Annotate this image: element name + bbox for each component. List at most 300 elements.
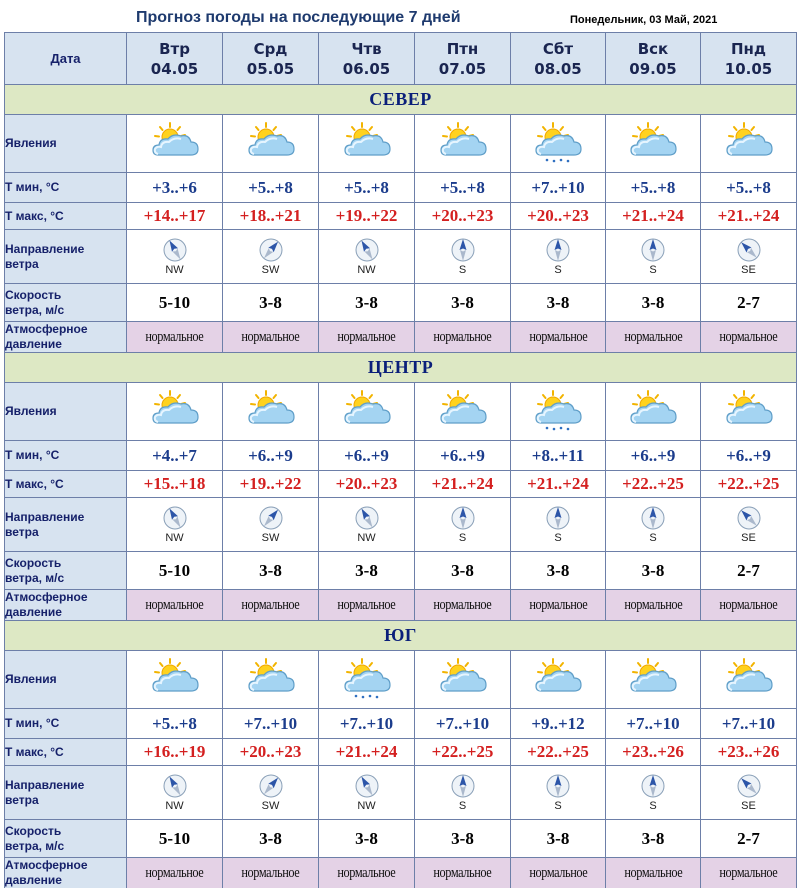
pressure-cell bbox=[415, 322, 511, 353]
wind-direction-label: SE bbox=[741, 800, 756, 812]
row-label-line: ветра, м/с bbox=[5, 838, 65, 853]
compass-arrow-icon bbox=[545, 505, 571, 531]
pressure-row bbox=[5, 858, 797, 888]
wind-direction-label: SE bbox=[741, 532, 756, 544]
wind-direction-label: S bbox=[458, 532, 467, 544]
pressure-value: нормальное bbox=[241, 328, 300, 345]
tmax-value: +20..+23 bbox=[511, 203, 606, 230]
tmin-value: +5..+8 bbox=[415, 173, 511, 203]
tmax-value: +21..+24 bbox=[701, 203, 797, 230]
tmin-value: +3..+6 bbox=[127, 173, 223, 203]
pressure-value: нормальное bbox=[719, 864, 778, 881]
wind-speed-row bbox=[5, 820, 797, 858]
row-label-tmin: Т мин, °С bbox=[5, 441, 127, 471]
wind-speed-value: 2-7 bbox=[701, 284, 797, 322]
pressure-row bbox=[5, 590, 797, 621]
tmax-value: +18..+21 bbox=[223, 203, 319, 230]
tmax-value: +20..+23 bbox=[223, 739, 319, 766]
tmin-value: +9..+12 bbox=[511, 709, 606, 739]
row-label-tmax: Т макс, °С bbox=[5, 739, 127, 766]
compass-arrow-icon bbox=[162, 505, 188, 531]
partly-cloudy-icon bbox=[223, 389, 318, 435]
wind-direction bbox=[511, 237, 605, 276]
wind-speed-value: 3-8 bbox=[606, 552, 701, 590]
pressure-cell bbox=[319, 858, 415, 888]
partly-cloudy-rain-icon bbox=[319, 657, 414, 703]
pressure-cell bbox=[701, 590, 797, 621]
pressure-cell bbox=[511, 590, 606, 621]
row-label-line: давление bbox=[5, 873, 62, 887]
phenomena-cell bbox=[319, 115, 415, 173]
day-header bbox=[606, 33, 701, 85]
pressure-value: нормальное bbox=[337, 328, 396, 345]
wind-speed-value: 5-10 bbox=[127, 284, 223, 322]
day-date: 04.05 bbox=[150, 59, 199, 78]
compass-arrow-icon bbox=[450, 505, 476, 531]
region-title: СЕВЕР bbox=[5, 85, 797, 115]
day-header bbox=[701, 33, 797, 85]
pressure-cell bbox=[319, 322, 415, 353]
tmax-row bbox=[5, 203, 797, 230]
row-label-line: Скорость bbox=[5, 287, 62, 302]
row-label-line: Скорость bbox=[5, 823, 62, 838]
partly-cloudy-icon bbox=[127, 657, 222, 703]
pressure-value: нормальное bbox=[433, 328, 492, 345]
wind-speed-value: 3-8 bbox=[511, 552, 606, 590]
pressure-cell bbox=[606, 322, 701, 353]
row-label-tmin: Т мин, °С bbox=[5, 709, 127, 739]
row-label-line: ветра bbox=[5, 256, 39, 271]
wind-direction bbox=[415, 237, 510, 276]
wind-direction-cell bbox=[606, 766, 701, 820]
tmin-row bbox=[5, 441, 797, 471]
wind-direction-label: NW bbox=[165, 532, 184, 544]
row-label-line: Направление bbox=[5, 509, 85, 524]
tmin-value: +5..+8 bbox=[319, 173, 415, 203]
wind-direction bbox=[415, 505, 510, 544]
phenomena-cell bbox=[415, 383, 511, 441]
tmax-value: +20..+23 bbox=[415, 203, 511, 230]
wind-direction-cell bbox=[415, 766, 511, 820]
phenomena-cell bbox=[415, 651, 511, 709]
pressure-cell bbox=[127, 858, 223, 888]
partly-cloudy-rain-icon bbox=[511, 121, 605, 167]
pressure-cell bbox=[701, 322, 797, 353]
wind-direction-label: S bbox=[554, 264, 562, 276]
pressure-value: нормальное bbox=[337, 864, 396, 881]
wind-speed-value: 3-8 bbox=[415, 284, 511, 322]
pressure-cell bbox=[511, 858, 606, 888]
wind-direction-cell bbox=[127, 766, 223, 820]
tmin-value: +6..+9 bbox=[701, 441, 797, 471]
wind-speed-value: 3-8 bbox=[511, 820, 606, 858]
pressure-value: нормальное bbox=[241, 864, 300, 881]
wind-direction-label: S bbox=[649, 532, 657, 544]
wind-direction-cell bbox=[415, 230, 511, 284]
phenomena-cell bbox=[127, 651, 223, 709]
wind-direction-label: S bbox=[458, 800, 467, 812]
row-label-line: Скорость bbox=[5, 555, 62, 570]
wind-direction-label: NW bbox=[357, 800, 376, 812]
pressure-value: нормальное bbox=[145, 864, 204, 881]
partly-cloudy-icon bbox=[415, 121, 510, 167]
wind-direction-cell bbox=[223, 498, 319, 552]
phenomena-cell bbox=[127, 115, 223, 173]
wind-direction bbox=[606, 237, 700, 276]
pressure-cell bbox=[606, 858, 701, 888]
phenomena-cell bbox=[319, 651, 415, 709]
row-label-phenomena: Явления bbox=[5, 115, 127, 173]
wind-direction-cell bbox=[319, 766, 415, 820]
tmax-value: +16..+19 bbox=[127, 739, 223, 766]
day-name: Втр bbox=[159, 39, 190, 58]
page-header bbox=[0, 0, 800, 32]
partly-cloudy-icon bbox=[127, 389, 222, 435]
tmin-value: +6..+9 bbox=[415, 441, 511, 471]
row-label-line: ветра bbox=[5, 792, 39, 807]
wind-direction-label: NW bbox=[165, 264, 184, 276]
pressure-value: нормальное bbox=[529, 864, 587, 881]
tmax-value: +22..+25 bbox=[701, 471, 797, 498]
tmax-value: +19..+22 bbox=[319, 203, 415, 230]
row-label-wind-direction bbox=[5, 766, 127, 820]
wind-speed-value: 2-7 bbox=[701, 552, 797, 590]
phenomena-row bbox=[5, 115, 797, 173]
wind-direction-cell bbox=[223, 766, 319, 820]
wind-direction-cell bbox=[701, 498, 797, 552]
wind-direction-cell bbox=[701, 766, 797, 820]
compass-arrow-icon bbox=[545, 237, 571, 263]
wind-direction-label: S bbox=[649, 264, 657, 276]
tmin-row bbox=[5, 173, 797, 203]
tmax-value: +22..+25 bbox=[511, 739, 606, 766]
tmin-value: +7..+10 bbox=[606, 709, 701, 739]
row-label-line: давление bbox=[5, 337, 62, 351]
phenomena-cell bbox=[415, 115, 511, 173]
partly-cloudy-icon bbox=[319, 389, 414, 435]
wind-speed-row bbox=[5, 284, 797, 322]
phenomena-cell bbox=[511, 115, 606, 173]
tmax-value: +23..+26 bbox=[701, 739, 797, 766]
tmin-value: +7..+10 bbox=[319, 709, 415, 739]
day-header bbox=[415, 33, 511, 85]
day-name: Вск bbox=[637, 39, 669, 58]
wind-direction bbox=[701, 773, 796, 812]
wind-direction bbox=[127, 237, 222, 276]
wind-direction-cell bbox=[511, 230, 606, 284]
wind-direction-cell bbox=[223, 230, 319, 284]
wind-direction-label: S bbox=[554, 532, 562, 544]
row-label-line: давление bbox=[5, 605, 62, 619]
wind-direction bbox=[511, 773, 605, 812]
tmax-value: +22..+25 bbox=[415, 739, 511, 766]
wind-direction-cell bbox=[606, 498, 701, 552]
wind-direction-label: NW bbox=[357, 264, 376, 276]
wind-direction-cell bbox=[606, 230, 701, 284]
compass-arrow-icon bbox=[354, 773, 380, 799]
row-label-pressure bbox=[5, 590, 127, 621]
row-label-wind-speed bbox=[5, 284, 127, 322]
partly-cloudy-icon bbox=[223, 121, 318, 167]
compass-arrow-icon bbox=[258, 505, 284, 531]
row-label-line: ветра, м/с bbox=[5, 302, 65, 317]
wind-speed-value: 3-8 bbox=[319, 284, 415, 322]
row-label-wind-direction bbox=[5, 230, 127, 284]
pressure-cell bbox=[511, 322, 606, 353]
wind-direction-label: S bbox=[649, 800, 657, 812]
day-name: Чтв bbox=[351, 39, 382, 58]
tmin-value: +5..+8 bbox=[223, 173, 319, 203]
pressure-value: нормальное bbox=[145, 596, 204, 613]
phenomena-cell bbox=[223, 651, 319, 709]
partly-cloudy-icon bbox=[606, 389, 700, 435]
row-label-wind-speed bbox=[5, 820, 127, 858]
day-date: 06.05 bbox=[342, 59, 391, 78]
wind-direction-row bbox=[5, 498, 797, 552]
compass-arrow-icon bbox=[640, 773, 666, 799]
pressure-cell bbox=[223, 322, 319, 353]
wind-direction bbox=[606, 773, 700, 812]
day-header bbox=[319, 33, 415, 85]
pressure-value: нормальное bbox=[337, 596, 396, 613]
tmax-value: +21..+24 bbox=[319, 739, 415, 766]
compass-arrow-icon bbox=[640, 505, 666, 531]
tmin-row bbox=[5, 709, 797, 739]
tmin-value: +7..+10 bbox=[415, 709, 511, 739]
wind-direction bbox=[511, 505, 605, 544]
date-column-label: Дата bbox=[5, 33, 127, 85]
partly-cloudy-icon bbox=[127, 121, 222, 167]
pressure-value: нормальное bbox=[624, 596, 682, 613]
tmin-value: +6..+9 bbox=[319, 441, 415, 471]
wind-direction-label: S bbox=[458, 264, 467, 276]
row-label-pressure bbox=[5, 858, 127, 888]
pressure-value: нормальное bbox=[433, 596, 492, 613]
day-header bbox=[511, 33, 606, 85]
pressure-cell bbox=[606, 590, 701, 621]
phenomena-cell bbox=[511, 383, 606, 441]
wind-direction-cell bbox=[127, 230, 223, 284]
compass-arrow-icon bbox=[736, 505, 762, 531]
wind-direction bbox=[127, 505, 222, 544]
day-date: 08.05 bbox=[534, 59, 582, 78]
day-name: Птн bbox=[446, 39, 479, 58]
region-row bbox=[5, 353, 797, 383]
header-row bbox=[5, 33, 797, 85]
compass-arrow-icon bbox=[162, 237, 188, 263]
tmax-value: +14..+17 bbox=[127, 203, 223, 230]
partly-cloudy-icon bbox=[701, 657, 796, 703]
pressure-cell bbox=[223, 858, 319, 888]
wind-direction-cell bbox=[511, 766, 606, 820]
pressure-value: нормальное bbox=[719, 328, 778, 345]
row-label-pressure bbox=[5, 322, 127, 353]
page-title: Прогноз погоды на последующие 7 дней bbox=[136, 9, 461, 26]
compass-arrow-icon bbox=[450, 237, 476, 263]
row-label-tmax: Т макс, °С bbox=[5, 203, 127, 230]
wind-direction-label: SE bbox=[741, 264, 756, 276]
phenomena-row bbox=[5, 651, 797, 709]
wind-direction-label: SW bbox=[261, 532, 280, 544]
phenomena-cell bbox=[701, 651, 797, 709]
pressure-cell bbox=[319, 590, 415, 621]
compass-arrow-icon bbox=[450, 773, 476, 799]
row-label-wind-speed bbox=[5, 552, 127, 590]
compass-arrow-icon bbox=[354, 237, 380, 263]
wind-direction-label: SW bbox=[261, 264, 280, 276]
compass-arrow-icon bbox=[736, 237, 762, 263]
wind-direction bbox=[606, 505, 700, 544]
pressure-value: нормальное bbox=[433, 864, 492, 881]
row-label-line: Атмосферное bbox=[5, 322, 88, 336]
region-title: ЮГ bbox=[5, 621, 797, 651]
phenomena-cell bbox=[223, 115, 319, 173]
day-date: 07.05 bbox=[438, 59, 487, 78]
tmin-value: +5..+8 bbox=[606, 173, 701, 203]
partly-cloudy-icon bbox=[415, 657, 510, 703]
pressure-cell bbox=[127, 590, 223, 621]
wind-direction bbox=[223, 505, 318, 544]
pressure-value: нормальное bbox=[529, 328, 587, 345]
wind-direction bbox=[701, 237, 796, 276]
wind-direction-cell bbox=[415, 498, 511, 552]
region-title: ЦЕНТР bbox=[5, 353, 797, 383]
tmax-value: +22..+25 bbox=[606, 471, 701, 498]
row-label-tmax: Т макс, °С bbox=[5, 471, 127, 498]
wind-speed-value: 3-8 bbox=[511, 284, 606, 322]
pressure-value: нормальное bbox=[624, 328, 682, 345]
row-label-line: Атмосферное bbox=[5, 590, 88, 604]
compass-arrow-icon bbox=[162, 773, 188, 799]
pressure-cell bbox=[415, 858, 511, 888]
day-header bbox=[223, 33, 319, 85]
tmin-value: +7..+10 bbox=[511, 173, 606, 203]
phenomena-cell bbox=[606, 115, 701, 173]
tmin-value: +6..+9 bbox=[606, 441, 701, 471]
pressure-cell bbox=[127, 322, 223, 353]
wind-speed-value: 5-10 bbox=[127, 552, 223, 590]
tmax-value: +19..+22 bbox=[223, 471, 319, 498]
wind-direction-row bbox=[5, 766, 797, 820]
wind-direction-label: SW bbox=[261, 800, 280, 812]
compass-arrow-icon bbox=[736, 773, 762, 799]
partly-cloudy-icon bbox=[701, 389, 796, 435]
partly-cloudy-icon bbox=[223, 657, 318, 703]
pressure-value: нормальное bbox=[719, 596, 778, 613]
tmax-value: +21..+24 bbox=[415, 471, 511, 498]
phenomena-cell bbox=[606, 651, 701, 709]
row-label-phenomena: Явления bbox=[5, 651, 127, 709]
pressure-value: нормальное bbox=[529, 596, 587, 613]
wind-direction bbox=[319, 237, 414, 276]
pressure-row bbox=[5, 322, 797, 353]
compass-arrow-icon bbox=[545, 773, 571, 799]
wind-speed-value: 3-8 bbox=[606, 820, 701, 858]
wind-direction bbox=[701, 505, 796, 544]
phenomena-cell bbox=[319, 383, 415, 441]
wind-direction bbox=[319, 773, 414, 812]
wind-speed-value: 3-8 bbox=[223, 284, 319, 322]
wind-speed-row bbox=[5, 552, 797, 590]
row-label-line: Направление bbox=[5, 241, 85, 256]
wind-direction-cell bbox=[127, 498, 223, 552]
day-date: 05.05 bbox=[246, 59, 295, 78]
wind-speed-value: 3-8 bbox=[319, 820, 415, 858]
partly-cloudy-rain-icon bbox=[511, 389, 605, 435]
pressure-value: нормальное bbox=[145, 328, 204, 345]
pressure-value: нормальное bbox=[624, 864, 682, 881]
wind-speed-value: 3-8 bbox=[223, 552, 319, 590]
region-row bbox=[5, 85, 797, 115]
pressure-cell bbox=[415, 590, 511, 621]
row-label-line: Направление bbox=[5, 777, 85, 792]
row-label-phenomena: Явления bbox=[5, 383, 127, 441]
wind-direction bbox=[319, 505, 414, 544]
tmin-value: +7..+10 bbox=[223, 709, 319, 739]
tmin-value: +8..+11 bbox=[511, 441, 606, 471]
wind-direction bbox=[223, 773, 318, 812]
wind-speed-value: 2-7 bbox=[701, 820, 797, 858]
wind-direction-cell bbox=[319, 230, 415, 284]
day-name: Сбт bbox=[542, 39, 574, 58]
day-name: Срд bbox=[253, 39, 288, 58]
wind-direction-cell bbox=[511, 498, 606, 552]
wind-direction-label: S bbox=[554, 800, 562, 812]
row-label-line: ветра, м/с bbox=[5, 570, 65, 585]
pressure-cell bbox=[701, 858, 797, 888]
row-label-line: ветра bbox=[5, 524, 39, 539]
tmin-value: +5..+8 bbox=[701, 173, 797, 203]
wind-direction bbox=[415, 773, 510, 812]
phenomena-row bbox=[5, 383, 797, 441]
day-date: 09.05 bbox=[629, 59, 677, 78]
compass-arrow-icon bbox=[354, 505, 380, 531]
day-date: 10.05 bbox=[724, 59, 773, 78]
phenomena-cell bbox=[223, 383, 319, 441]
wind-direction-label: NW bbox=[357, 532, 376, 544]
phenomena-cell bbox=[511, 651, 606, 709]
day-header bbox=[127, 33, 223, 85]
row-label-wind-direction bbox=[5, 498, 127, 552]
wind-direction-row bbox=[5, 230, 797, 284]
tmin-value: +6..+9 bbox=[223, 441, 319, 471]
wind-direction-cell bbox=[701, 230, 797, 284]
phenomena-cell bbox=[606, 383, 701, 441]
compass-arrow-icon bbox=[640, 237, 666, 263]
partly-cloudy-icon bbox=[606, 657, 700, 703]
wind-speed-value: 3-8 bbox=[319, 552, 415, 590]
phenomena-cell bbox=[701, 115, 797, 173]
compass-arrow-icon bbox=[258, 237, 284, 263]
tmax-row bbox=[5, 739, 797, 766]
tmax-value: +15..+18 bbox=[127, 471, 223, 498]
row-label-tmin: Т мин, °С bbox=[5, 173, 127, 203]
tmin-value: +5..+8 bbox=[127, 709, 223, 739]
tmax-value: +23..+26 bbox=[606, 739, 701, 766]
pressure-cell bbox=[223, 590, 319, 621]
partly-cloudy-icon bbox=[511, 657, 605, 703]
wind-direction-cell bbox=[319, 498, 415, 552]
tmin-value: +7..+10 bbox=[701, 709, 797, 739]
wind-direction-label: NW bbox=[165, 800, 184, 812]
partly-cloudy-icon bbox=[319, 121, 414, 167]
region-row bbox=[5, 621, 797, 651]
partly-cloudy-icon bbox=[606, 121, 700, 167]
wind-speed-value: 3-8 bbox=[415, 820, 511, 858]
wind-speed-value: 3-8 bbox=[606, 284, 701, 322]
partly-cloudy-icon bbox=[415, 389, 510, 435]
pressure-value: нормальное bbox=[241, 596, 300, 613]
